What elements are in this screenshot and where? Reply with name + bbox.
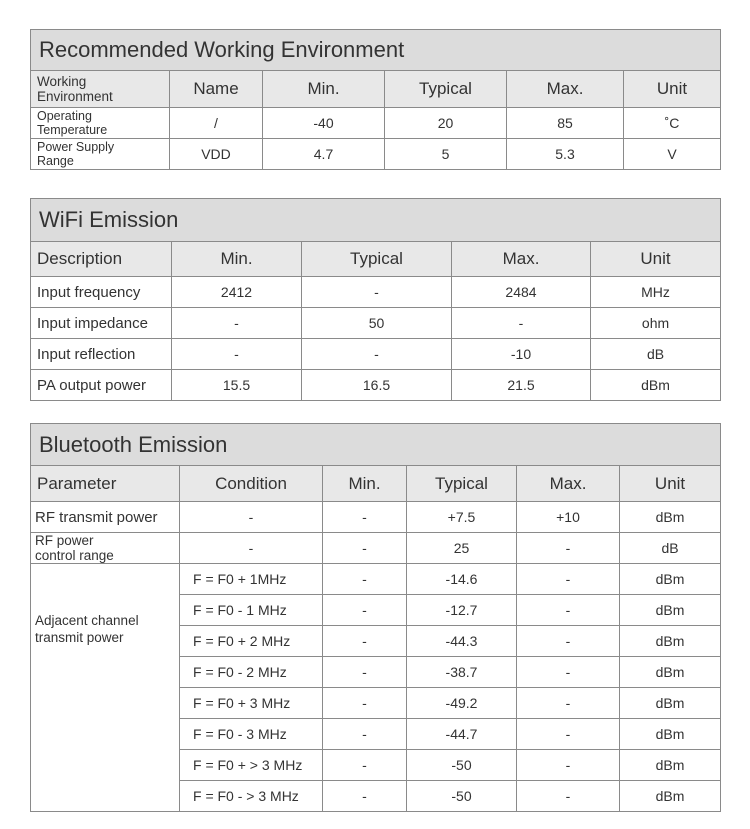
env-header-max: Max. [507, 71, 624, 108]
bt-header-max: Max. [517, 466, 620, 502]
wifi-cell: - [172, 339, 302, 370]
bt-cell: - [517, 626, 620, 657]
bt-cell: - [323, 595, 407, 626]
wifi-header-typical: Typical [302, 242, 452, 277]
env-header-unit: Unit [624, 71, 721, 108]
bt-cell: - [517, 595, 620, 626]
table-row [31, 339, 721, 370]
bt-cell: - [323, 719, 407, 750]
bt-header-unit: Unit [620, 466, 721, 502]
bt-cell: F = F0 + 1MHz [180, 564, 323, 595]
wifi-title: WiFi Emission [31, 199, 721, 242]
bt-cell: dBm [620, 626, 721, 657]
wifi-cell: 15.5 [172, 370, 302, 401]
bt-cell: dBm [620, 502, 721, 533]
wifi-cell: MHz [591, 277, 721, 308]
env-cell: Operating Temperature [31, 108, 170, 139]
bt-cell: - [517, 688, 620, 719]
bt-cell: -44.3 [407, 626, 517, 657]
bt-cell: - [323, 564, 407, 595]
bt-cell: - [323, 502, 407, 533]
table-row [31, 139, 721, 170]
table-row [31, 564, 721, 595]
bt-cell: +10 [517, 502, 620, 533]
bt-cell: - [517, 781, 620, 812]
bt-cell: dBm [620, 657, 721, 688]
bt-cell: dBm [620, 595, 721, 626]
bt-cell: 25 [407, 533, 517, 564]
wifi-cell: - [302, 339, 452, 370]
env-cell: 85 [507, 108, 624, 139]
env-cell: ˚C [624, 108, 721, 139]
wifi-cell: Input impedance [31, 308, 172, 339]
bt-cell: - [323, 781, 407, 812]
wifi-cell: dBm [591, 370, 721, 401]
bt-cell: dBm [620, 564, 721, 595]
bt-cell: -12.7 [407, 595, 517, 626]
bt-cell: dBm [620, 688, 721, 719]
bt-cell: F = F0 - 3 MHz [180, 719, 323, 750]
bt-cell: -44.7 [407, 719, 517, 750]
bt-cell: - [517, 750, 620, 781]
env-cell: V [624, 139, 721, 170]
bt-cell: - [323, 533, 407, 564]
env-header-environment: Working Environment [31, 71, 170, 108]
bt-cell: dBm [620, 781, 721, 812]
bt-header-typical: Typical [407, 466, 517, 502]
bt-cell: +7.5 [407, 502, 517, 533]
bt-cell: F = F0 + > 3 MHz [180, 750, 323, 781]
bt-cell: - [517, 719, 620, 750]
env-header-name: Name [170, 71, 263, 108]
bt-cell: -14.6 [407, 564, 517, 595]
wifi-cell: - [302, 277, 452, 308]
bt-cell: - [180, 533, 323, 564]
bt-cell: - [517, 533, 620, 564]
bt-cell: F = F0 + 3 MHz [180, 688, 323, 719]
wifi-cell: PA output power [31, 370, 172, 401]
bt-cell: -50 [407, 750, 517, 781]
bt-cell: F = F0 - > 3 MHz [180, 781, 323, 812]
bt-cell: - [323, 750, 407, 781]
wifi-cell: - [452, 308, 591, 339]
table-row [31, 502, 721, 533]
wifi-header-min: Min. [172, 242, 302, 277]
wifi-cell: 50 [302, 308, 452, 339]
bt-header-condition: Condition [180, 466, 323, 502]
wifi-cell: 21.5 [452, 370, 591, 401]
env-title: Recommended Working Environment [31, 30, 721, 71]
bt-cell: -49.2 [407, 688, 517, 719]
env-cell: / [170, 108, 263, 139]
bt-cell: -38.7 [407, 657, 517, 688]
wifi-cell: Input frequency [31, 277, 172, 308]
wifi-cell: dB [591, 339, 721, 370]
bt-cell: dBm [620, 719, 721, 750]
table-row [31, 370, 721, 401]
bt-cell: F = F0 - 2 MHz [180, 657, 323, 688]
bt-header-parameter: Parameter [31, 466, 180, 502]
bt-cell: - [323, 626, 407, 657]
bt-cell: - [180, 502, 323, 533]
wifi-cell: ohm [591, 308, 721, 339]
table-row [31, 108, 721, 139]
bt-cell: RF power control range [31, 533, 180, 564]
bt-cell: F = F0 - 1 MHz [180, 595, 323, 626]
bt-cell: - [323, 657, 407, 688]
table-row [31, 533, 721, 564]
adjacent-channel-label: Adjacent channel transmit power [31, 564, 180, 812]
bt-cell: -50 [407, 781, 517, 812]
bt-header-min: Min. [323, 466, 407, 502]
env-table [30, 29, 721, 170]
table-row [31, 308, 721, 339]
bt-cell: dB [620, 533, 721, 564]
bt-cell: - [517, 564, 620, 595]
bt-cell: RF transmit power [31, 502, 180, 533]
bt-cell: - [517, 657, 620, 688]
env-header-typical: Typical [385, 71, 507, 108]
wifi-cell: -10 [452, 339, 591, 370]
env-cell: 5 [385, 139, 507, 170]
wifi-cell: - [172, 308, 302, 339]
env-cell: 4.7 [263, 139, 385, 170]
wifi-header-description: Description [31, 242, 172, 277]
env-header-min: Min. [263, 71, 385, 108]
env-cell: 5.3 [507, 139, 624, 170]
wifi-cell: 2484 [452, 277, 591, 308]
wifi-header-unit: Unit [591, 242, 721, 277]
bt-title: Bluetooth Emission [31, 424, 721, 466]
wifi-cell: Input reflection [31, 339, 172, 370]
env-cell: -40 [263, 108, 385, 139]
wifi-cell: 2412 [172, 277, 302, 308]
wifi-cell: 16.5 [302, 370, 452, 401]
bt-cell: - [323, 688, 407, 719]
wifi-table [30, 198, 721, 401]
wifi-header-max: Max. [452, 242, 591, 277]
bt-cell: F = F0 + 2 MHz [180, 626, 323, 657]
bt-cell: dBm [620, 750, 721, 781]
env-cell: 20 [385, 108, 507, 139]
env-cell: Power Supply Range [31, 139, 170, 170]
env-cell: VDD [170, 139, 263, 170]
table-row [31, 277, 721, 308]
bluetooth-table [30, 423, 721, 812]
